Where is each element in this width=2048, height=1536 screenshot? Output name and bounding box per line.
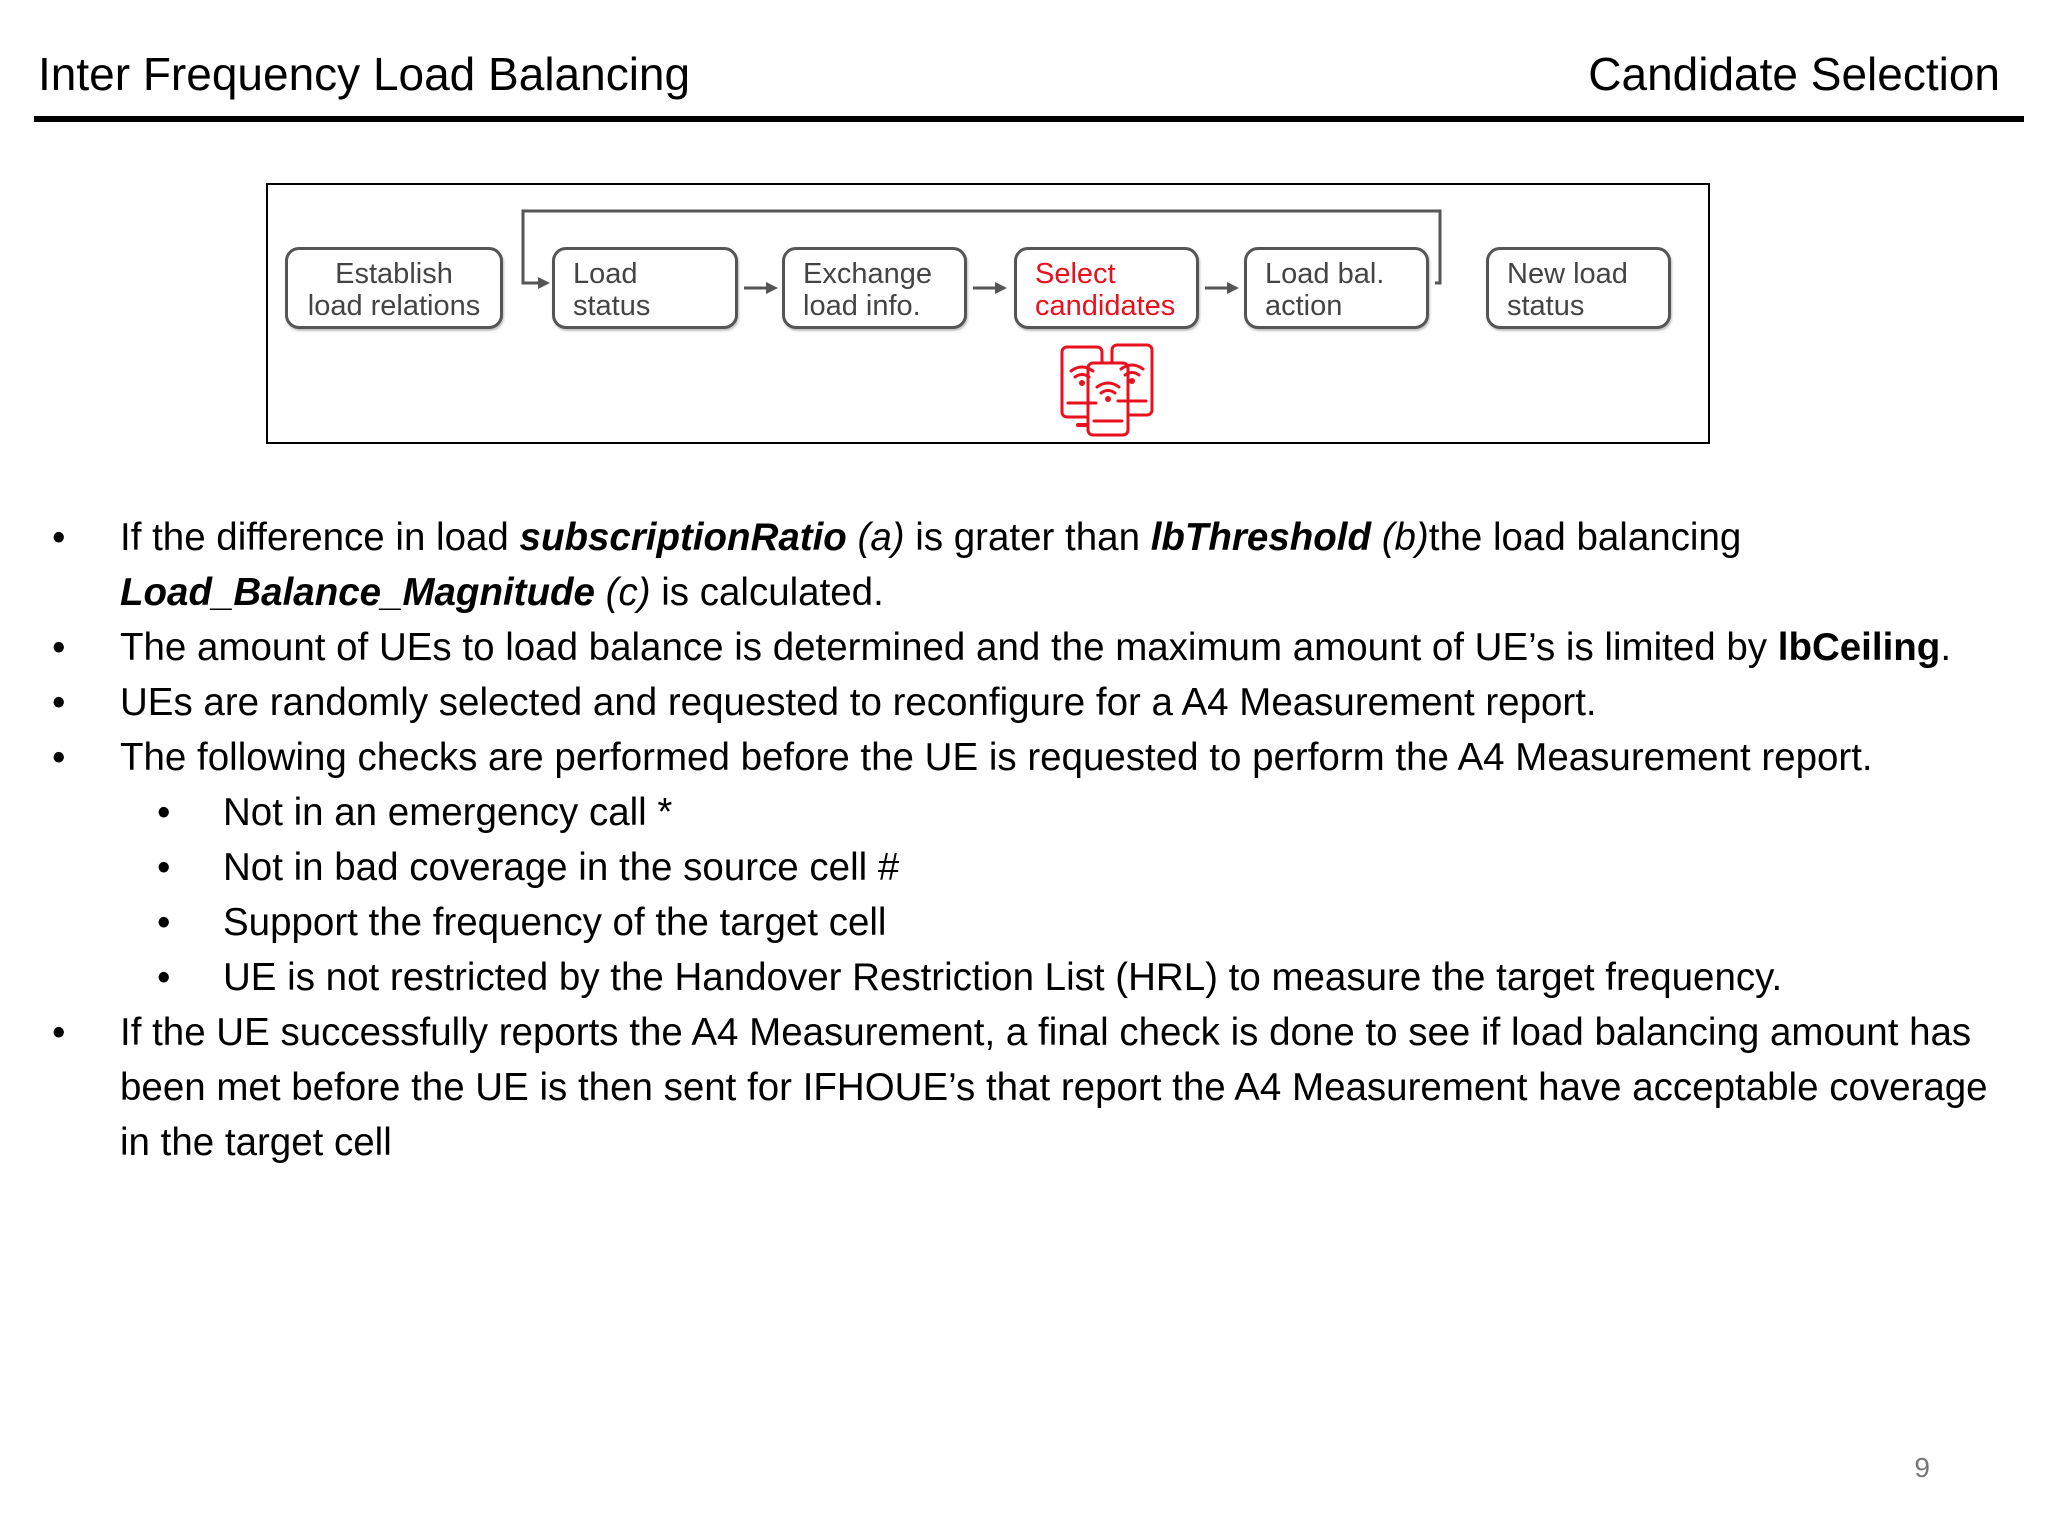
arrow-icon (742, 279, 782, 297)
text-run: is calculated. (650, 571, 884, 614)
label-a: (a) (846, 516, 905, 559)
sub-bullet-hrl: • UE is not restricted by the Handover Restriction List (HRL) to measure the target frequency. (0, 950, 2003, 1005)
param-lb-ceiling: lbCeiling (1777, 626, 1941, 669)
bullet-ue-amount (0, 620, 2000, 675)
step-establish-load-relations: Establish load relations (285, 247, 503, 329)
step-load-bal-action: Load bal. action (1244, 247, 1429, 329)
step-select-candidates: Select candidates (1014, 247, 1199, 329)
sub-bullet-frequency: • Support the frequency of the target cell (0, 895, 2003, 950)
sub-bullet-coverage: • Not in bad coverage in the source cell # (0, 840, 2003, 895)
text-run: the load balancing (1428, 516, 1742, 559)
text-run: If the difference in load (120, 516, 520, 559)
sub-bullet-emergency: • Not in an emergency call * (0, 785, 2003, 840)
step-new-load-status: New load status (1486, 247, 1671, 329)
slide-body (0, 510, 2048, 1170)
section-title: Candidate Selection (1588, 48, 2000, 100)
label-c: (c) (594, 571, 651, 614)
title-divider (34, 116, 2024, 122)
slide-title: Inter Frequency Load Balancing (38, 48, 691, 100)
bullet-checks: • The following checks are performed before the UE is requested to perform the A4 Measurement report. (0, 730, 2000, 785)
param-lb-threshold: lbThreshold (1150, 516, 1371, 559)
step-exchange-load-info: Exchange load info. (782, 247, 967, 329)
page-number: 9 (1914, 1452, 1930, 1483)
arrow-icon (1203, 279, 1243, 297)
text-run: is grater than (904, 516, 1151, 559)
text-run: . (1940, 626, 1952, 669)
param-load-balance-magnitude: Load_Balance_Magnitude (120, 571, 595, 614)
text-run: The amount of UEs to load balance is determined and the maximum amount of UE’s is limited by (120, 626, 1778, 669)
param-subscription-ratio: subscriptionRatio (519, 516, 847, 559)
ue-phones-wifi-icon (1058, 341, 1162, 441)
step-load-status: Load status (552, 247, 738, 329)
label-b: (b) (1371, 516, 1429, 559)
arrow-icon (971, 279, 1011, 297)
load-balancing-process-diagram (266, 183, 1710, 444)
bullet-random-selection: • UEs are randomly selected and requested to reconfigure for a A4 Measurement report. (0, 675, 2000, 730)
bullet-final-check: • If the UE successfully reports the A4 Measurement, a final check is done to see if load balancing amount has been met before the UE is then sent for IFHOUE’s that report the A4 Measurement have acceptable coverage in the target cell (0, 1005, 2000, 1170)
bullet-load-magnitude (0, 510, 2000, 620)
